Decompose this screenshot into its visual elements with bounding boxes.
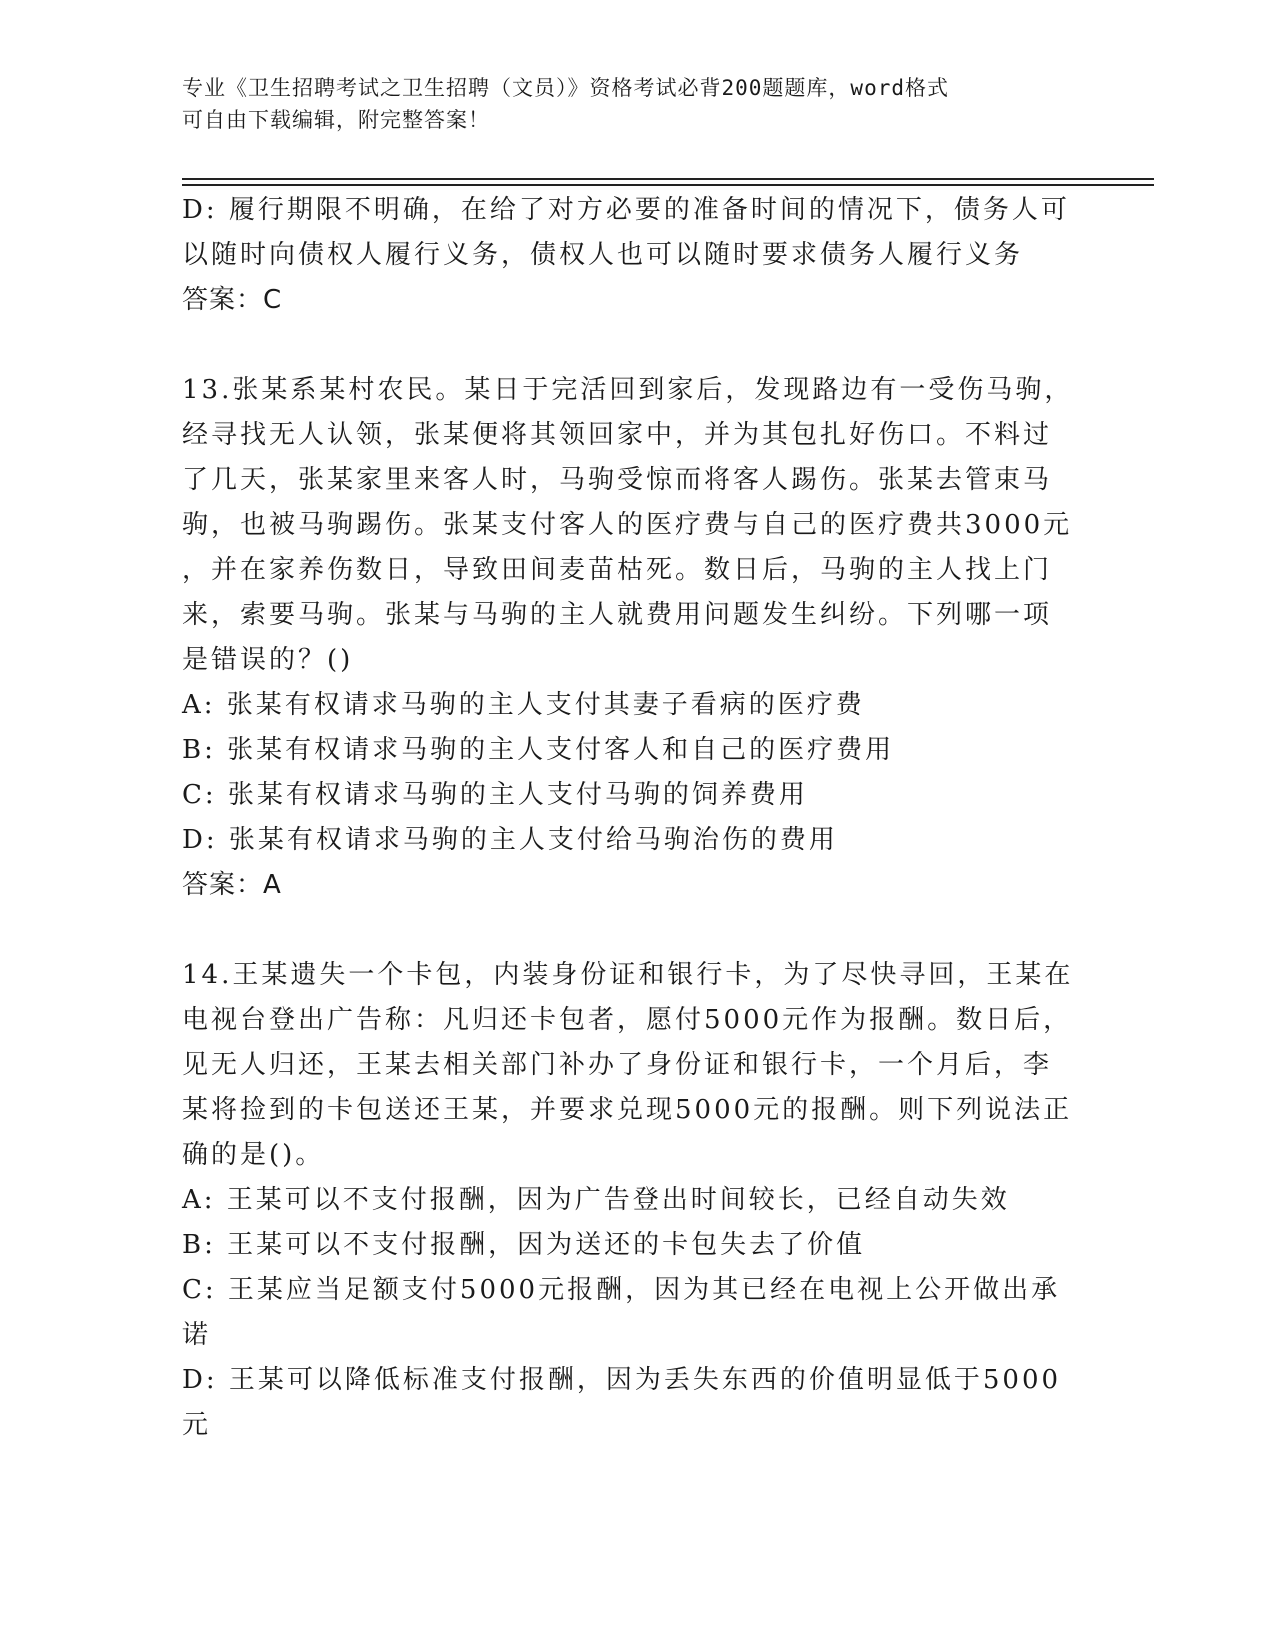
question-stem-line: 了几天，张某家里来客人时，马驹受惊而将客人踢伤。张某去管束马 — [182, 465, 1053, 495]
option-d: D: 王某可以降低标准支付报酬，因为丢失东西的价值明显低于5000 — [182, 1365, 1062, 1395]
option-b: B: 张某有权请求马驹的主人支付客人和自己的医疗费用 — [182, 735, 895, 765]
previous-question — [182, 188, 1082, 323]
option-d: D: 张某有权请求马驹的主人支付给马驹治伤的费用 — [182, 825, 838, 855]
question-13 — [182, 368, 1082, 908]
option-d-line: D: 履行期限不明确，在给了对方必要的准备时间的情况下，债务人可 — [182, 195, 1070, 225]
question-stem-line: 来，索要马驹。张某与马驹的主人就费用问题发生纠纷。下列哪一项 — [182, 600, 1053, 630]
option-a: A: 王某可以不支付报酬，因为广告登出时间较长，已经自动失效 — [182, 1185, 1010, 1215]
answer-line: 答案：C — [182, 285, 283, 315]
header-line: 可自由下载编辑，附完整答案！ — [182, 108, 490, 132]
option-d-line: 以随时向债权人履行义务，债权人也可以随时要求债务人履行义务 — [182, 240, 1024, 270]
header-divider — [182, 178, 1154, 180]
question-stem-line: 确的是()。 — [182, 1140, 325, 1170]
question-stem-line: 电视台登出广告称：凡归还卡包者，愿付5000元作为报酬。数日后， — [182, 1005, 1073, 1035]
answer-line: 答案：A — [182, 870, 282, 900]
option-c: C: 张某有权请求马驹的主人支付马驹的饲养费用 — [182, 780, 808, 810]
question-stem-line: ，并在家养伤数日，导致田间麦苗枯死。数日后，马驹的主人找上门 — [182, 555, 1053, 585]
question-stem-line: 13.张某系某村农民。某日于完活回到家后，发现路边有一受伤马驹， — [182, 375, 1074, 405]
question-stem-line: 某将捡到的卡包送还王某，并要求兑现5000元的报酬。则下列说法正 — [182, 1095, 1073, 1125]
question-content — [182, 188, 1082, 1448]
option-a: A: 张某有权请求马驹的主人支付其妻子看病的医疗费 — [182, 690, 865, 720]
question-stem-line: 是错误的？() — [182, 645, 354, 675]
question-stem-line: 经寻找无人认领，张某便将其领回家中，并为其包扎好伤口。不料过 — [182, 420, 1053, 450]
question-stem-line: 驹，也被马驹踢伤。张某支付客人的医疗费与自己的医疗费共3000元 — [182, 510, 1073, 540]
header-divider — [182, 184, 1154, 186]
question-stem-line: 14.王某遗失一个卡包，内装身份证和银行卡，为了尽快寻回，王某在 — [182, 960, 1074, 990]
option-d-continuation: 元 — [182, 1410, 212, 1440]
document-header — [182, 72, 1062, 136]
option-c-continuation: 诺 — [182, 1320, 212, 1350]
question-stem-line: 见无人归还，王某去相关部门补办了身份证和银行卡，一个月后，李 — [182, 1050, 1053, 1080]
option-c: C: 王某应当足额支付5000元报酬，因为其已经在电视上公开做出承 — [182, 1275, 1061, 1305]
option-b: B: 王某可以不支付报酬，因为送还的卡包失去了价值 — [182, 1230, 866, 1260]
header-line: 专业《卫生招聘考试之卫生招聘（文员）》资格考试必背200题题库，word格式 — [182, 76, 949, 100]
question-14 — [182, 953, 1082, 1448]
